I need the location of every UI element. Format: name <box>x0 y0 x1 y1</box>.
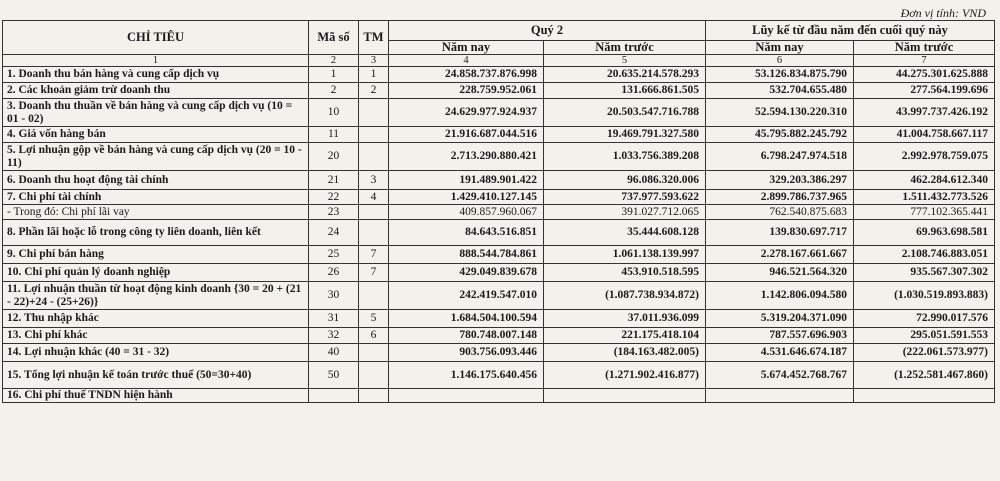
row-name: 9. Chi phí bán hàng <box>3 246 309 264</box>
row-ma-so: 20 <box>309 143 359 171</box>
row-ma-so: 10 <box>309 99 359 127</box>
table-row <box>3 171 995 190</box>
row-quy2-nam-truoc: (1.087.738.934.872) <box>544 282 706 310</box>
row-quy2-nam-truoc: 96.086.320.006 <box>544 171 706 190</box>
unit-note: Đơn vị tính: VND <box>900 6 986 20</box>
header-tm: TM <box>359 21 389 55</box>
index-cell: 3 <box>359 55 389 67</box>
row-name: 14. Lợi nhuận khác (40 = 31 - 32) <box>3 344 309 362</box>
row-luyke-nam-truoc: 2.992.978.759.075 <box>854 143 995 171</box>
table-row <box>3 362 995 389</box>
table-row <box>3 246 995 264</box>
header-luy-ke: Lũy kế từ đầu năm đến cuối quý này <box>706 21 995 41</box>
row-tm: 7 <box>359 246 389 264</box>
row-luyke-nam-nay: 787.557.696.903 <box>706 328 854 344</box>
table-row <box>3 389 995 403</box>
row-luyke-nam-nay: 1.142.806.094.580 <box>706 282 854 310</box>
row-quy2-nam-truoc: 131.666.861.505 <box>544 83 706 99</box>
income-statement-table <box>2 20 995 403</box>
row-ma-so: 30 <box>309 282 359 310</box>
row-luyke-nam-truoc <box>854 389 995 403</box>
row-luyke-nam-nay: 5.674.452.768.767 <box>706 362 854 389</box>
row-quy2-nam-truoc: 453.910.518.595 <box>544 264 706 282</box>
row-ma-so: 1 <box>309 67 359 83</box>
row-ma-so: 21 <box>309 171 359 190</box>
index-cell: 6 <box>706 55 854 67</box>
row-luyke-nam-truoc: 777.102.365.441 <box>854 205 995 220</box>
row-quy2-nam-truoc: 1.033.756.389.208 <box>544 143 706 171</box>
row-quy2-nam-nay: 191.489.901.422 <box>389 171 544 190</box>
row-ma-so: 32 <box>309 328 359 344</box>
row-luyke-nam-nay: 4.531.646.674.187 <box>706 344 854 362</box>
row-quy2-nam-nay: 409.857.960.067 <box>389 205 544 220</box>
row-luyke-nam-nay <box>706 389 854 403</box>
row-luyke-nam-nay: 329.203.386.297 <box>706 171 854 190</box>
table-row <box>3 190 995 205</box>
row-quy2-nam-nay: 24.629.977.924.937 <box>389 99 544 127</box>
row-name: 12. Thu nhập khác <box>3 310 309 328</box>
row-quy2-nam-nay: 242.419.547.010 <box>389 282 544 310</box>
row-luyke-nam-truoc: 69.963.698.581 <box>854 220 995 246</box>
row-quy2-nam-truoc: 737.977.593.622 <box>544 190 706 205</box>
row-name: 6. Doanh thu hoạt động tài chính <box>3 171 309 190</box>
table-row <box>3 282 995 310</box>
row-luyke-nam-nay: 139.830.697.717 <box>706 220 854 246</box>
table-row <box>3 220 995 246</box>
row-tm: 7 <box>359 264 389 282</box>
table-row <box>3 67 995 83</box>
row-quy2-nam-nay: 1.684.504.100.594 <box>389 310 544 328</box>
header-nam-truoc: Năm trước <box>544 41 706 55</box>
row-luyke-nam-truoc: 43.997.737.426.192 <box>854 99 995 127</box>
table-row <box>3 328 995 344</box>
row-luyke-nam-nay: 946.521.564.320 <box>706 264 854 282</box>
row-quy2-nam-nay: 780.748.007.148 <box>389 328 544 344</box>
row-tm <box>359 362 389 389</box>
row-tm <box>359 282 389 310</box>
row-luyke-nam-truoc: 462.284.612.340 <box>854 171 995 190</box>
column-index-row <box>3 55 995 67</box>
row-luyke-nam-truoc: 72.990.017.576 <box>854 310 995 328</box>
row-name: 3. Doanh thu thuần về bán hàng và cung cấp dịch vụ (10 = 01 - 02) <box>3 99 309 127</box>
row-quy2-nam-nay: 84.643.516.851 <box>389 220 544 246</box>
row-luyke-nam-truoc: 2.108.746.883.051 <box>854 246 995 264</box>
table-row <box>3 83 995 99</box>
row-quy2-nam-truoc: 20.503.547.716.788 <box>544 99 706 127</box>
table-body <box>3 67 995 403</box>
row-quy2-nam-truoc <box>544 389 706 403</box>
row-luyke-nam-nay: 762.540.875.683 <box>706 205 854 220</box>
row-name: 11. Lợi nhuận thuần từ hoạt động kinh doanh {30 = 20 + (21 - 22)+24 - (25+26)} <box>3 282 309 310</box>
table-row <box>3 127 995 143</box>
row-tm: 4 <box>359 190 389 205</box>
row-luyke-nam-nay: 45.795.882.245.792 <box>706 127 854 143</box>
row-tm <box>359 143 389 171</box>
row-luyke-nam-nay: 532.704.655.480 <box>706 83 854 99</box>
row-quy2-nam-truoc: 35.444.608.128 <box>544 220 706 246</box>
row-tm <box>359 127 389 143</box>
row-tm <box>359 99 389 127</box>
row-tm <box>359 344 389 362</box>
row-quy2-nam-nay <box>389 389 544 403</box>
row-tm <box>359 205 389 220</box>
table-row <box>3 264 995 282</box>
row-name: 5. Lợi nhuận gộp về bán hàng và cung cấp dịch vụ (20 = 10 - 11) <box>3 143 309 171</box>
row-quy2-nam-nay: 429.049.839.678 <box>389 264 544 282</box>
row-name: - Trong đó: Chi phí lãi vay <box>3 205 309 220</box>
row-luyke-nam-nay: 52.594.130.220.310 <box>706 99 854 127</box>
row-ma-so: 31 <box>309 310 359 328</box>
row-ma-so: 11 <box>309 127 359 143</box>
row-quy2-nam-nay: 888.544.784.861 <box>389 246 544 264</box>
index-cell: 1 <box>3 55 309 67</box>
row-name: 2. Các khoản giảm trừ doanh thu <box>3 83 309 99</box>
table-row <box>3 99 995 127</box>
row-luyke-nam-truoc: 41.004.758.667.117 <box>854 127 995 143</box>
row-quy2-nam-nay: 228.759.952.061 <box>389 83 544 99</box>
row-quy2-nam-truoc: (184.163.482.005) <box>544 344 706 362</box>
header-luy-ke-nam-truoc: Năm trước <box>854 41 995 55</box>
row-ma-so <box>309 389 359 403</box>
row-tm <box>359 389 389 403</box>
header-quy-2: Quý 2 <box>389 21 706 41</box>
row-ma-so: 2 <box>309 83 359 99</box>
row-ma-so: 50 <box>309 362 359 389</box>
row-name: 1. Doanh thu bán hàng và cung cấp dịch vụ <box>3 67 309 83</box>
row-name: 15. Tổng lợi nhuận kế toán trước thuế (50=30+40) <box>3 362 309 389</box>
row-quy2-nam-nay: 2.713.290.880.421 <box>389 143 544 171</box>
row-luyke-nam-nay: 2.278.167.661.667 <box>706 246 854 264</box>
header-luy-ke-nam-nay: Năm nay <box>706 41 854 55</box>
row-luyke-nam-truoc: 277.564.199.696 <box>854 83 995 99</box>
index-cell: 7 <box>854 55 995 67</box>
table-row <box>3 344 995 362</box>
table-row <box>3 205 995 220</box>
row-name: 8. Phần lãi hoặc lỗ trong công ty liên doanh, liên kết <box>3 220 309 246</box>
row-tm: 1 <box>359 67 389 83</box>
row-tm: 3 <box>359 171 389 190</box>
row-luyke-nam-truoc: 935.567.307.302 <box>854 264 995 282</box>
row-luyke-nam-nay: 2.899.786.737.965 <box>706 190 854 205</box>
row-quy2-nam-truoc: (1.271.902.416.877) <box>544 362 706 389</box>
row-name: 13. Chi phí khác <box>3 328 309 344</box>
header-ma-so: Mã số <box>309 21 359 55</box>
row-name: 16. Chi phí thuế TNDN hiện hành <box>3 389 309 403</box>
row-quy2-nam-truoc: 20.635.214.578.293 <box>544 67 706 83</box>
row-quy2-nam-nay: 1.146.175.640.456 <box>389 362 544 389</box>
table-row <box>3 143 995 171</box>
row-quy2-nam-truoc: 391.027.712.065 <box>544 205 706 220</box>
header-chi-tieu: CHỈ TIÊU <box>3 21 309 55</box>
row-quy2-nam-truoc: 221.175.418.104 <box>544 328 706 344</box>
row-ma-so: 22 <box>309 190 359 205</box>
row-quy2-nam-truoc: 19.469.791.327.580 <box>544 127 706 143</box>
row-name: 4. Giá vốn hàng bán <box>3 127 309 143</box>
index-cell: 5 <box>544 55 706 67</box>
index-cell: 2 <box>309 55 359 67</box>
row-ma-so: 40 <box>309 344 359 362</box>
row-quy2-nam-nay: 21.916.687.044.516 <box>389 127 544 143</box>
row-quy2-nam-truoc: 37.011.936.099 <box>544 310 706 328</box>
row-luyke-nam-nay: 53.126.834.875.790 <box>706 67 854 83</box>
row-tm: 2 <box>359 83 389 99</box>
row-quy2-nam-truoc: 1.061.138.139.997 <box>544 246 706 264</box>
row-luyke-nam-truoc: 295.051.591.553 <box>854 328 995 344</box>
row-luyke-nam-truoc: (1.030.519.893.883) <box>854 282 995 310</box>
row-quy2-nam-nay: 1.429.410.127.145 <box>389 190 544 205</box>
row-luyke-nam-nay: 6.798.247.974.518 <box>706 143 854 171</box>
row-ma-so: 23 <box>309 205 359 220</box>
row-quy2-nam-nay: 24.858.737.876.998 <box>389 67 544 83</box>
table-row <box>3 310 995 328</box>
index-cell: 4 <box>389 55 544 67</box>
row-tm: 6 <box>359 328 389 344</box>
row-tm: 5 <box>359 310 389 328</box>
row-luyke-nam-nay: 5.319.204.371.090 <box>706 310 854 328</box>
row-tm <box>359 220 389 246</box>
header-nam-nay: Năm nay <box>389 41 544 55</box>
row-luyke-nam-truoc: (1.252.581.467.860) <box>854 362 995 389</box>
row-ma-so: 24 <box>309 220 359 246</box>
row-ma-so: 26 <box>309 264 359 282</box>
row-name: 7. Chi phí tài chính <box>3 190 309 205</box>
row-ma-so: 25 <box>309 246 359 264</box>
row-name: 10. Chi phí quản lý doanh nghiệp <box>3 264 309 282</box>
row-luyke-nam-truoc: 44.275.301.625.888 <box>854 67 995 83</box>
row-luyke-nam-truoc: (222.061.573.977) <box>854 344 995 362</box>
row-luyke-nam-truoc: 1.511.432.773.526 <box>854 190 995 205</box>
row-quy2-nam-nay: 903.756.093.446 <box>389 344 544 362</box>
